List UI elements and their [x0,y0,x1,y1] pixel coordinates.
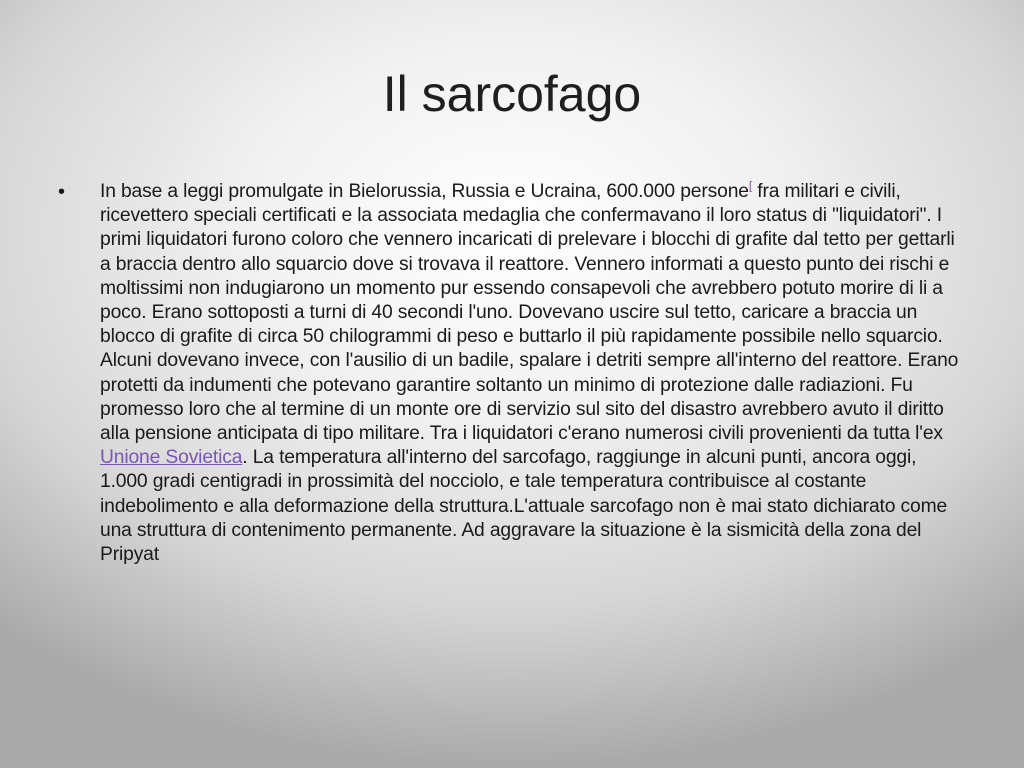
reference-link[interactable]: [ [748,178,753,193]
bullet-paragraph [100,180,963,567]
paragraph-text-part3: . La temperatura all'interno del sarcofago, raggiunge in alcuni punti, ancora oggi, 1.000 gradi centigradi in prossimità del nocciolo, e tale temperatura contribuisce al costante indebolimento e alla deformazione della struttura.L'attuale sarcofago non è mai stato dichiarato come una struttura di contenimento permanente. Ad aggravare la situazione è la sismicità della zona del Pripyat [100,447,948,566]
bullet-item [58,180,963,567]
unione-sovietica-link[interactable]: Unione Sovietica [100,447,243,469]
bullet-icon: • [58,181,66,203]
paragraph-text-part1: In base a leggi promulgate in Bielorussia, Russia e Ucraina, 600.000 persone [100,181,749,202]
slide-body [58,180,963,567]
paragraph-text-part2: fra militari e civili, ricevettero speciali certificati e la associata medaglia che confermavano il loro status di "liquidatori". I primi liquidatori furono coloro che vennero incaricati di prelevare i blocchi di grafite dal tetto per gettarli a braccia dentro allo squarcio dove si trovava il reattore. Vennero informati a questo punto dei rischi e moltissimi non indugiarono un momento pur essendo consapevoli che avrebbero potuto morire di li a poco. Erano sottoposti a turni di 40 secondi l'uno. Dovevano uscire sul tetto, caricare a braccia un blocco di grafite di circa 50 chilogrammi di peso e buttarlo il più rapidamente possibile nello squarcio. Alcuni dovevano invece, con l'ausilio di un badile, spalare i detriti sempre all'interno del reattore. Erano protetti da indumenti che potevano garantire soltanto un minimo di protezione dalle radiazioni. Fu promesso loro che al termine di un monte ore di servizio sul sito del disastro avrebbero avuto il diritto alla pensione anticipata di tipo militare. Tra i liquidatori c'erano numerosi civili provenienti da tutta l'ex [100,181,959,445]
slide-title: Il sarcofago [382,66,642,122]
